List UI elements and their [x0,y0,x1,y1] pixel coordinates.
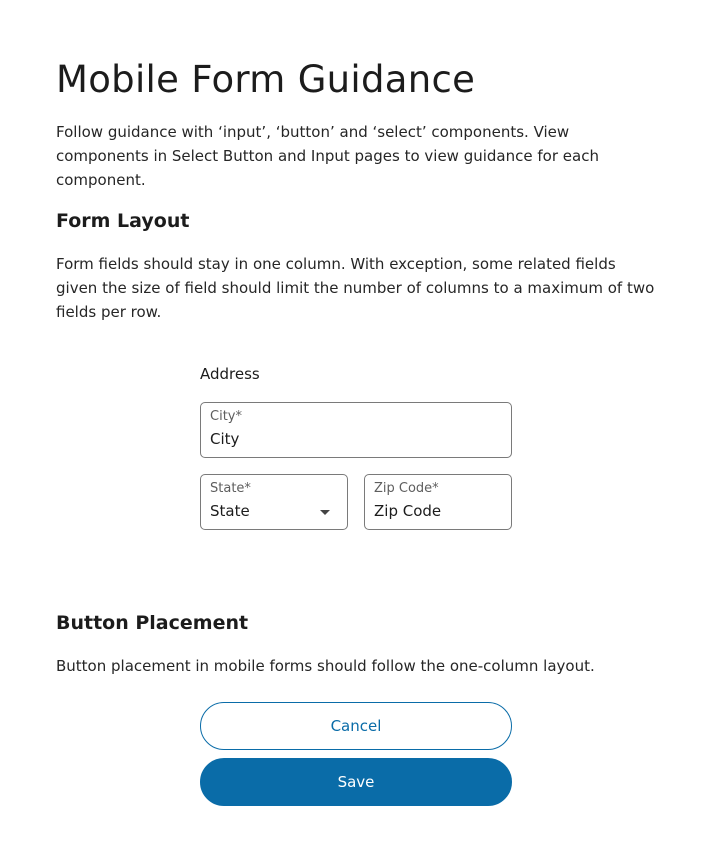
state-select[interactable] [200,474,348,530]
chevron-down-icon[interactable] [320,510,330,515]
page-title: Mobile Form Guidance [56,58,476,101]
city-field-value: City [210,430,240,448]
city-field[interactable] [200,402,512,458]
button-placement-description: Button placement in mobile forms should follow the one-column layout. [56,657,595,675]
cancel-button[interactable]: Cancel [200,702,512,750]
intro-text: Follow guidance with ‘input’, ‘button’ and ‘select’ components. View components in Select Button and Input pages to view guidance for each component. [56,123,599,189]
save-button[interactable]: Save [200,758,512,806]
button-placement-heading: Button Placement [56,612,249,634]
state-select-label: State* [210,481,251,496]
city-field-label: City* [210,409,242,424]
zip-code-field[interactable] [364,474,512,530]
state-select-value: State [210,502,250,520]
zip-code-field-value: Zip Code [374,502,442,520]
zip-code-field-label: Zip Code* [374,481,439,496]
form-layout-heading: Form Layout [56,210,190,232]
address-group-label: Address [200,365,260,383]
form-layout-description: Form fields should stay in one column. With exception, some related fields given the size of field should limit the number of columns to a maximum of two fields per row. [56,255,655,321]
